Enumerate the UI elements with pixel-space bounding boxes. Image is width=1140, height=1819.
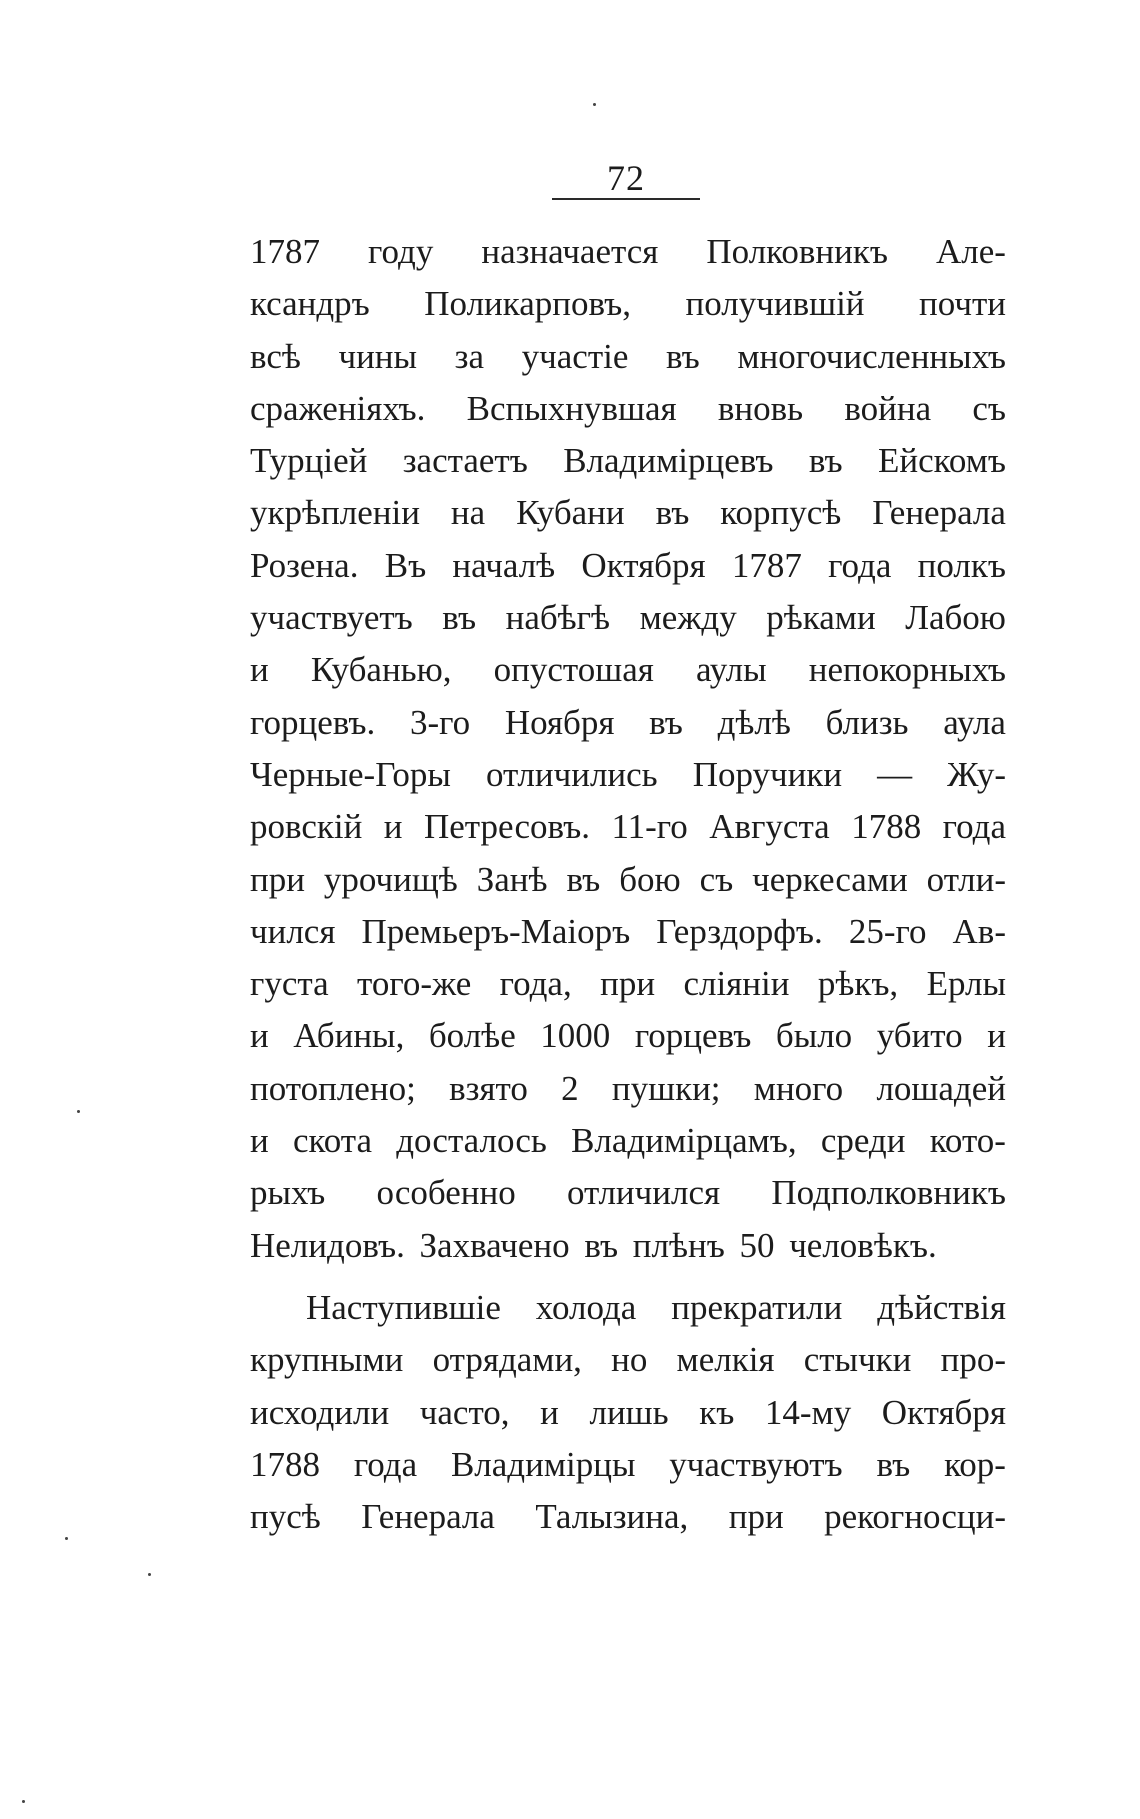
text-line: 1787 году назначается Полковникъ Але- — [250, 232, 1006, 271]
scan-speck — [148, 1573, 151, 1576]
text-line: Нелидовъ. Захвачено въ плѣнъ 50 человѣкъ. — [250, 1225, 937, 1265]
text-line: ксандръ Поликарповъ, получившій почти — [250, 284, 1006, 324]
page-number-rule — [552, 198, 700, 200]
text-line: укрѣпленіи на Кубани въ корпусѣ Генерала — [250, 493, 1006, 533]
text-line: Турціей застаетъ Владимірцевъ въ Ейскомъ — [250, 441, 1006, 481]
text-line: сраженіяхъ. Вспыхнувшая вновь война съ — [250, 388, 1006, 428]
paragraph — [250, 1282, 1006, 1543]
text-line: Черные-Горы отличились Поручики — Жу- — [250, 754, 1006, 794]
text-line: участвуетъ въ набѣгѣ между рѣками Лабою — [250, 598, 1006, 638]
page-header — [552, 158, 700, 200]
text-line: 1788 года Владимірцы участвуютъ въ кор- — [250, 1444, 1006, 1484]
text-line: крупными отрядами, но мелкія стычки про- — [250, 1340, 1006, 1380]
text-line: и Абины, болѣе 1000 горцевъ было убито и — [250, 1016, 1006, 1056]
text-line: при урочищѣ Занѣ въ бою съ черкесами отли- — [250, 859, 1006, 899]
text-line: Розена. Въ началѣ Октября 1787 года полкъ — [250, 545, 1006, 585]
text-line: потоплено; взято 2 пушки; много лошадей — [250, 1068, 1006, 1108]
scan-speck — [65, 1537, 68, 1540]
text-line: Наступившіе холода прекратили дѣйствія — [306, 1287, 1006, 1327]
scan-speck — [593, 103, 596, 106]
text-line: густа того-же года, при сліяніи рѣкъ, Ерлы — [250, 964, 1006, 1004]
text-line: чился Премьеръ-Маіоръ Герздорфъ. 25-го Ав- — [250, 911, 1006, 951]
paragraph — [250, 226, 1006, 1272]
text-line: пусѣ Генерала Талызина, при рекогносци- — [250, 1497, 1006, 1537]
scan-speck — [22, 1800, 25, 1803]
text-line: и скота досталось Владимірцамъ, среди кото- — [250, 1121, 1006, 1161]
body-text — [250, 226, 1006, 1543]
text-line: и Кубанью, опустошая аулы непокорныхъ — [250, 650, 1006, 690]
text-line: ровскій и Петресовъ. 11-го Августа 1788 года — [250, 807, 1006, 847]
page-number: 72 — [607, 158, 645, 198]
text-line: рыхъ особенно отличился Подполковникъ — [250, 1173, 1006, 1213]
text-line: всѣ чины за участіе въ многочисленныхъ — [250, 336, 1006, 376]
text-line: горцевъ. 3-го Ноября въ дѣлѣ близь аула — [250, 702, 1006, 742]
text-line: исходили часто, и лишь къ 14-му Октября — [250, 1392, 1006, 1432]
scan-speck — [77, 1110, 80, 1113]
